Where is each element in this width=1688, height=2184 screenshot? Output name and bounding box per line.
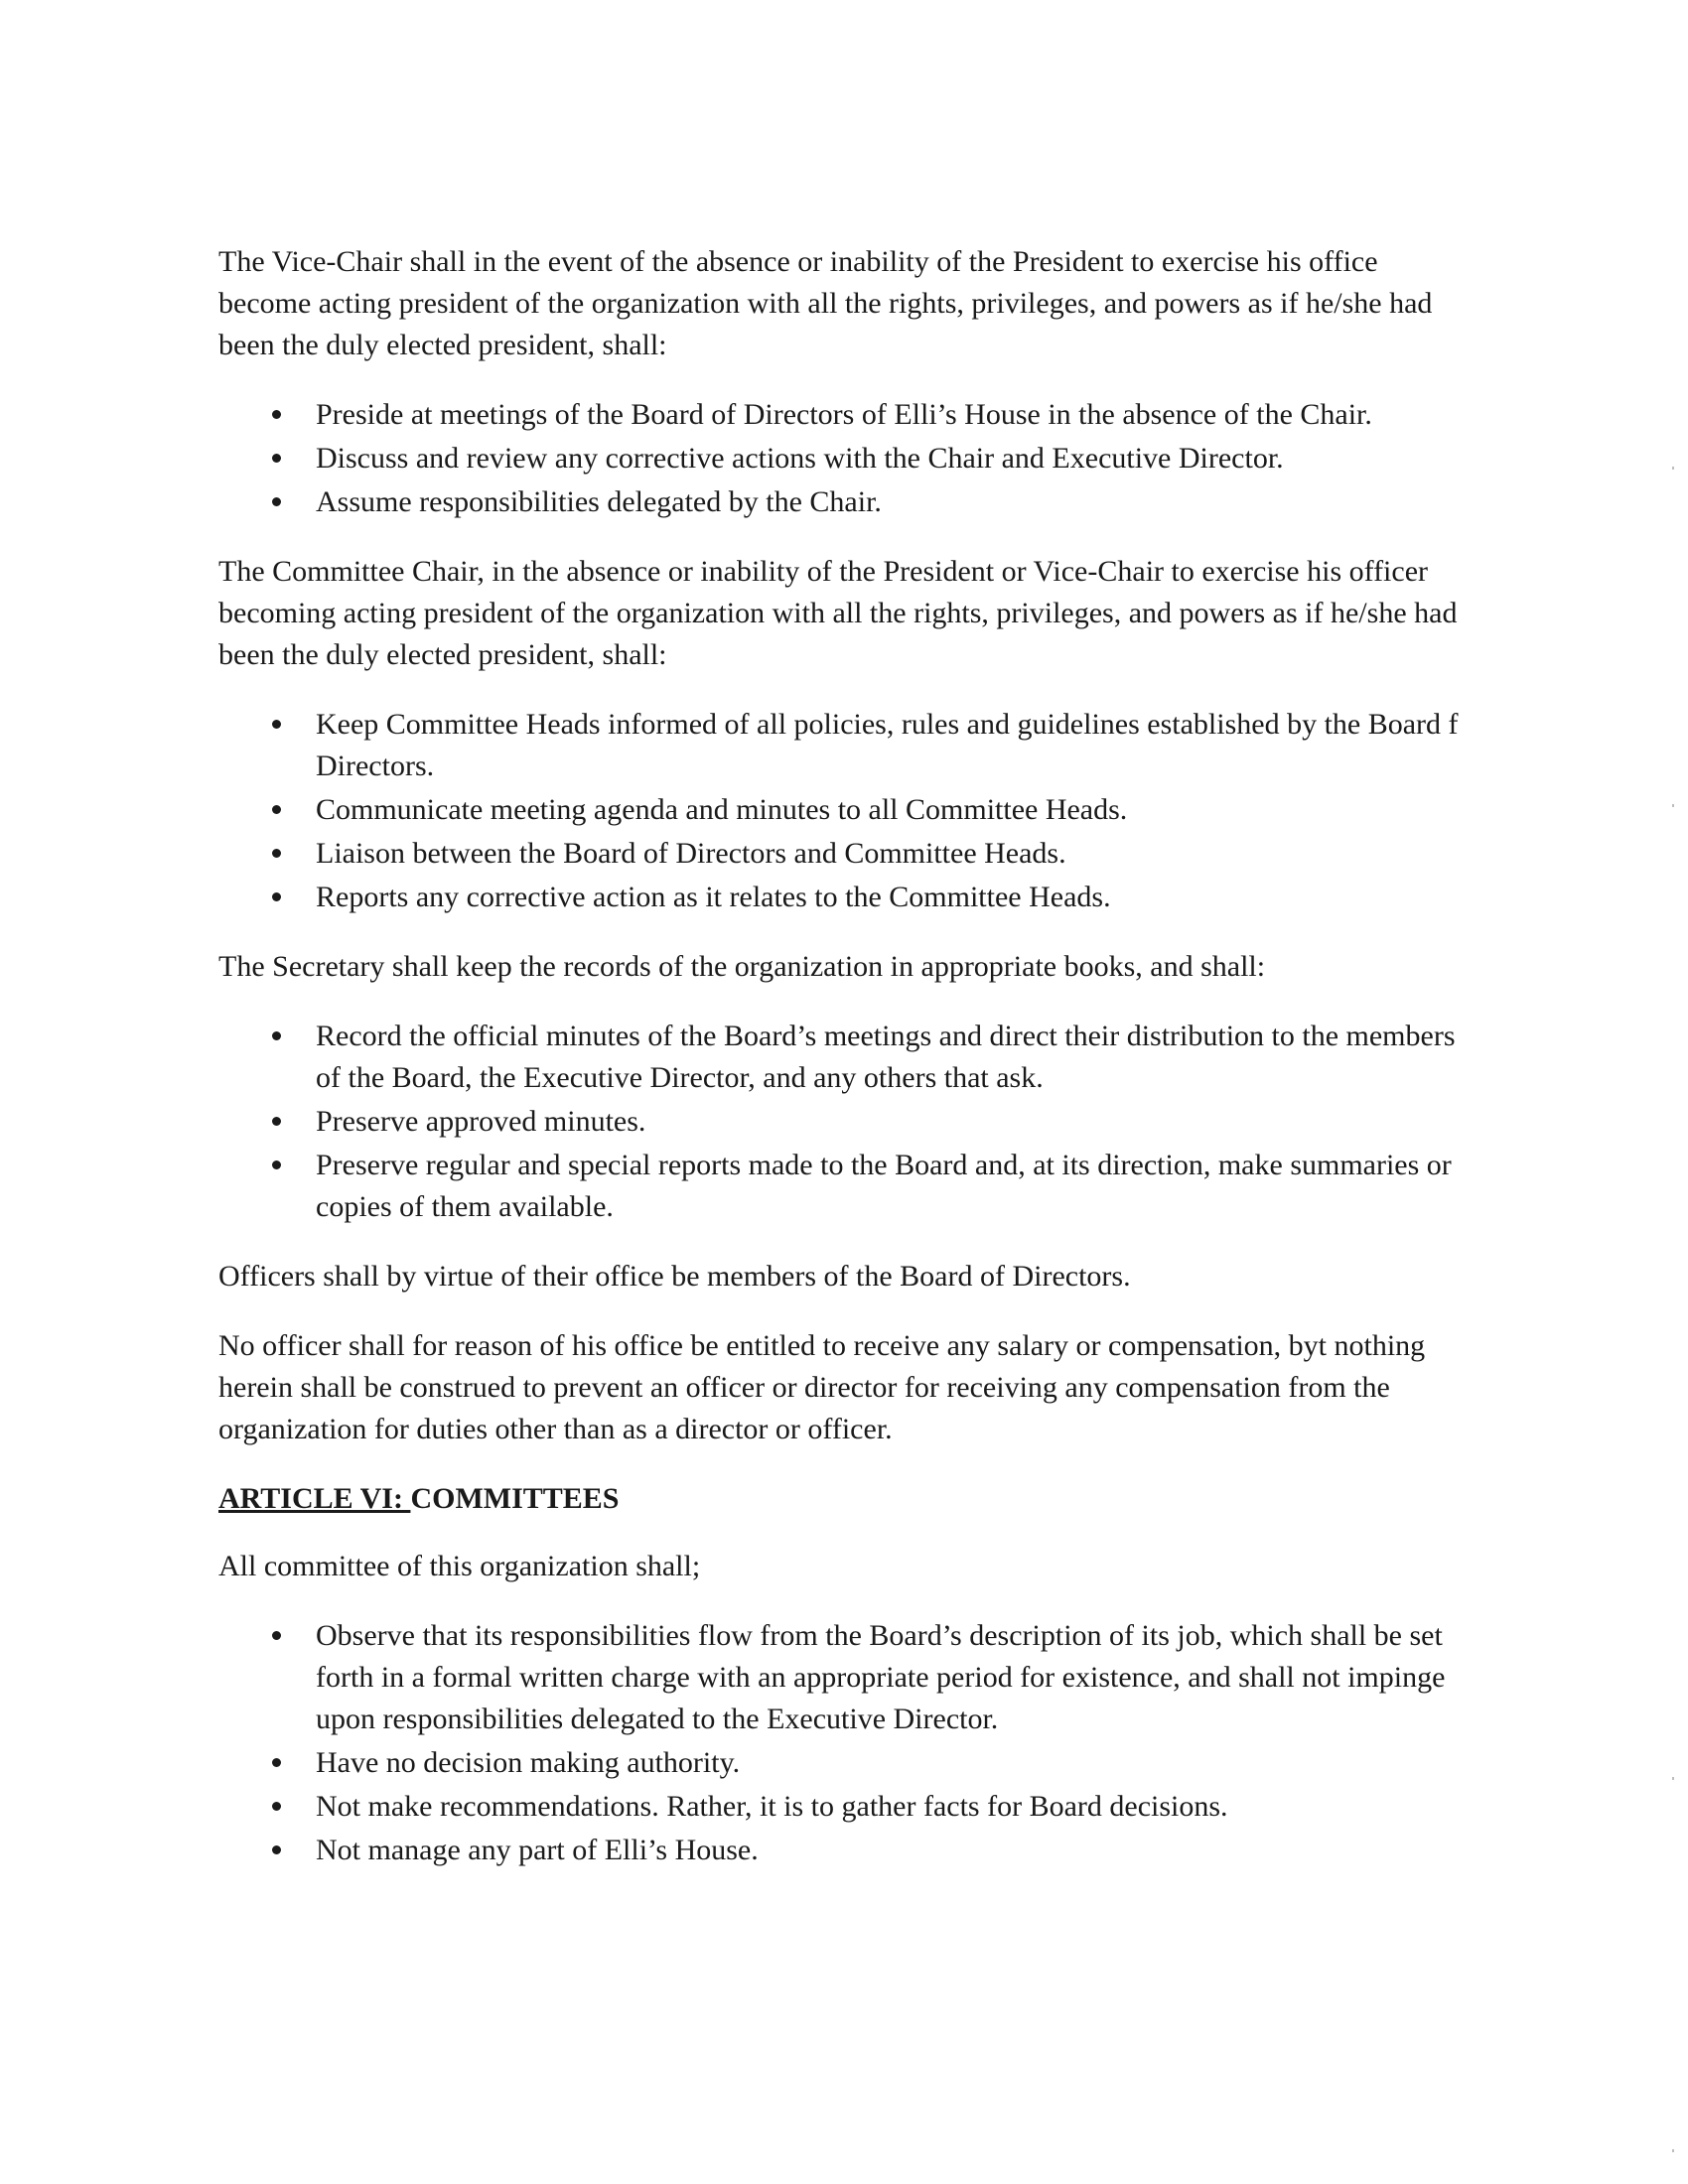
compensation-paragraph: No officer shall for reason of his office be entitled to receive any salary or compensation, byt nothing herein shall be construed to prevent an officer or director for receiving any compensation from the organization for duties other than as a director or officer. [218,1329,1426,1445]
committee-chair-duties-list [218,704,1470,918]
list-item [218,1786,1470,1828]
list-item [218,789,1470,831]
list-item [218,1016,1470,1099]
bullet-icon [272,1031,281,1040]
bullet-icon [272,1758,281,1767]
bullet-icon [272,497,281,506]
list-item-text: Reports any corrective action as it relates to the Committee Heads. [316,881,1111,913]
committees-intro-paragraph: All committee of this organization shall; [218,1550,701,1582]
bullet-icon [272,1802,281,1811]
list-item [218,1615,1470,1740]
officers-membership-paragraph: Officers shall by virtue of their office be members of the Board of Directors. [218,1260,1131,1293]
bullet-icon [272,805,281,814]
list-item-text: Not make recommendations. Rather, it is to gather facts for Board decisions. [316,1790,1228,1823]
bullet-icon [272,1117,281,1126]
list-item [218,1742,1470,1784]
bullet-icon [272,1631,281,1640]
bullet-icon [272,720,281,729]
list-item [218,1145,1470,1228]
list-item [218,1101,1470,1143]
list-item-text: Record the official minutes of the Board’s meetings and direct their distribution to the members of the Board, the Executive Director, and any others that ask. [316,1020,1456,1094]
list-item [218,877,1470,918]
article-label: ARTICLE VI: [218,1482,411,1515]
vice-chair-paragraph: The Vice-Chair shall in the event of the absence or inability of the President to exercise his office become acting president of the organization with all the rights, privileges, and powers as if he/she had been the duly elected president, shall: [218,245,1433,361]
scan-speck [1672,1777,1674,1780]
bullet-icon [272,849,281,858]
secretary-duties-list [218,1016,1470,1228]
document-page [218,241,1470,1899]
bullet-icon [272,454,281,463]
secretary-paragraph: The Secretary shall keep the records of the organization in appropriate books, and shall: [218,950,1266,983]
article-title: COMMITTEES [410,1482,620,1515]
list-item-text: Preside at meetings of the Board of Directors of Elli’s House in the absence of the Chair. [316,398,1372,431]
list-item-text: Preserve approved minutes. [316,1105,646,1138]
list-item [218,704,1470,787]
vice-chair-duties-list [218,394,1470,523]
list-item-text: Discuss and review any corrective actions with the Chair and Executive Director. [316,442,1284,475]
article-heading [218,1478,1470,1520]
list-item-text: Keep Committee Heads informed of all policies, rules and guidelines established by the Board f Directors. [316,708,1459,782]
list-item [218,394,1470,436]
list-item-text: Liaison between the Board of Directors and Committee Heads. [316,837,1066,870]
list-item [218,1830,1470,1871]
scan-speck [1672,804,1674,807]
scan-speck [1672,467,1674,470]
list-item [218,833,1470,875]
bullet-icon [272,1160,281,1169]
bullet-icon [272,1845,281,1854]
scan-speck [1672,2149,1674,2152]
list-item-text: Have no decision making authority. [316,1746,741,1779]
list-item-text: Communicate meeting agenda and minutes to all Committee Heads. [316,793,1128,826]
bullet-icon [272,410,281,419]
committee-chair-paragraph: The Committee Chair, in the absence or inability of the President or Vice-Chair to exercise his officer becoming acting president of the organization with all the rights, privileges, and powers as if he/she had been the duly elected president, shall: [218,555,1458,671]
committee-rules-list [218,1615,1470,1871]
bullet-icon [272,892,281,901]
list-item-text: Observe that its responsibilities flow from the Board’s description of its job, which shall be set forth in a formal written charge with an appropriate period for existence, and shall not impinge upon responsibilities delegated to the Executive Director. [316,1619,1446,1735]
list-item-text: Preserve regular and special reports made to the Board and, at its direction, make summaries or copies of them available. [316,1149,1452,1223]
list-item-text: Not manage any part of Elli’s House. [316,1834,759,1866]
list-item [218,481,1470,523]
list-item [218,438,1470,479]
list-item-text: Assume responsibilities delegated by the Chair. [316,485,882,518]
